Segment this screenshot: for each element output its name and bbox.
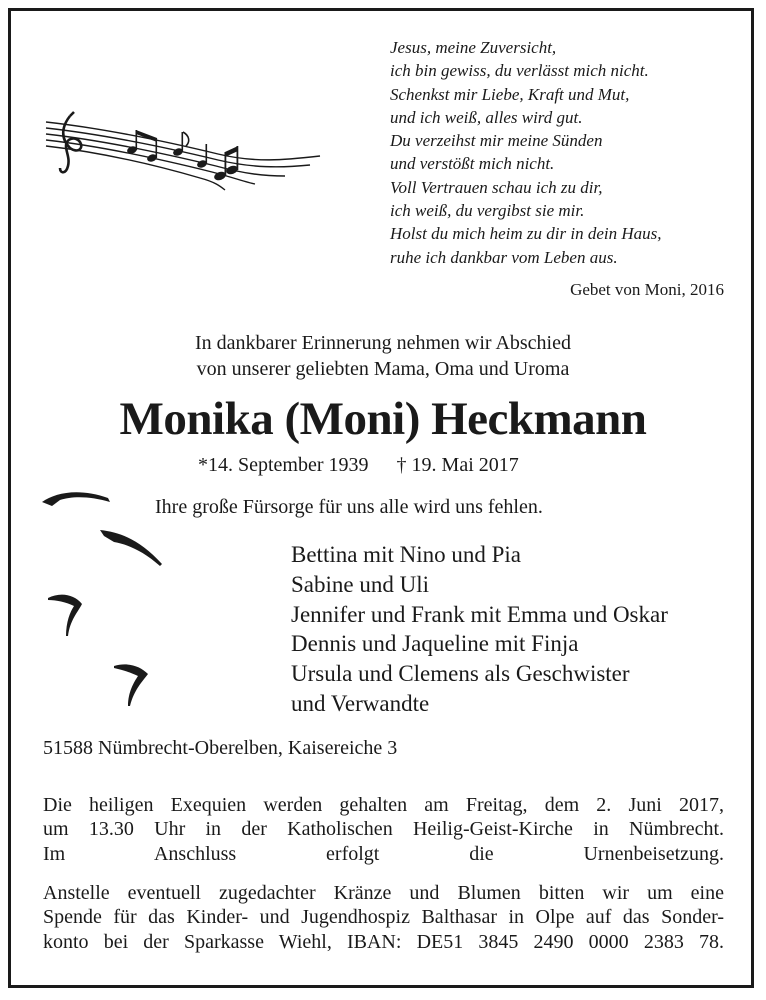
life-dates <box>198 454 519 477</box>
intro-line: In dankbarer Erinnerung nehmen wir Abschied <box>195 332 571 354</box>
poem-line: und verstößt mich nicht. <box>390 154 555 174</box>
poem-line: Jesus, meine Zuversicht, <box>390 38 557 57</box>
music-notes-icon <box>40 108 325 198</box>
intro-text <box>0 330 766 382</box>
mourner: Bettina mit Nino und Pia <box>291 542 521 567</box>
mourner: Ursula und Clemens als Geschwister <box>291 661 630 687</box>
mourner: Jennifer und Frank mit Emma und Oskar <box>291 601 668 627</box>
poem-line: Schenkst mir Liebe, Kraft und Mut, <box>390 84 630 104</box>
donation-line: Spende für das Kinder- und Jugendhospiz Balthasar in Olpe auf das Sonder- <box>43 906 724 929</box>
poem-line: ich bin gewiss, du verlässt mich nicht. <box>390 61 649 81</box>
mourners-list <box>291 540 668 719</box>
death-date: † 19. Mai 2017 <box>396 454 519 476</box>
service-line: Die heiligen Exequien werden gehalten am Freitag, dem 2. Juni 2017, <box>43 794 724 816</box>
mourner: Sabine und Uli <box>291 571 429 597</box>
tagline: Ihre große Fürsorge für uns alle wird uns fehlen. <box>155 496 543 518</box>
intro-line: von unserer geliebten Mama, Oma und Uroma <box>196 358 570 380</box>
donation-line: Anstelle eventuell zugedachter Kränze und Blumen bitten wir um eine <box>43 882 724 904</box>
poem-line: ruhe ich dankbar vom Leben aus. <box>390 247 618 267</box>
mourner: Dennis und Jaqueline mit Finja <box>291 631 579 657</box>
poem-line: und ich weiß, alles wird gut. <box>390 107 583 127</box>
donation-line: konto bei der Sparkasse Wiehl, IBAN: DE51 3845 2490 0000 2383 78. <box>43 930 724 953</box>
deceased-name: Monika (Moni) Heckmann <box>119 393 647 445</box>
poem-line: Du verzeihst mir meine Sünden <box>390 131 603 151</box>
poem-line: Voll Vertrauen schau ich zu dir, <box>390 177 603 197</box>
poem <box>390 36 730 269</box>
donation-paragraph <box>43 881 724 954</box>
birth-date: *14. September 1939 <box>198 454 369 476</box>
poem-line: Holst du mich heim zu dir in dein Haus, <box>390 224 662 244</box>
mourner: und Verwandte <box>291 690 430 716</box>
birds-icon <box>30 480 170 720</box>
poem-credit: Gebet von Moni, 2016 <box>570 280 724 299</box>
service-line: Im Anschluss erfolgt die Urnenbeisetzung. <box>43 842 724 865</box>
poem-line: ich weiß, du vergibst sie mir. <box>390 201 585 221</box>
service-paragraph <box>43 793 724 866</box>
service-line: um 13.30 Uhr in der Katholischen Heilig-Geist-Kirche in Nümbrecht. <box>43 818 724 841</box>
address: 51588 Nümbrecht-Oberelben, Kaisereiche 3 <box>43 737 398 759</box>
